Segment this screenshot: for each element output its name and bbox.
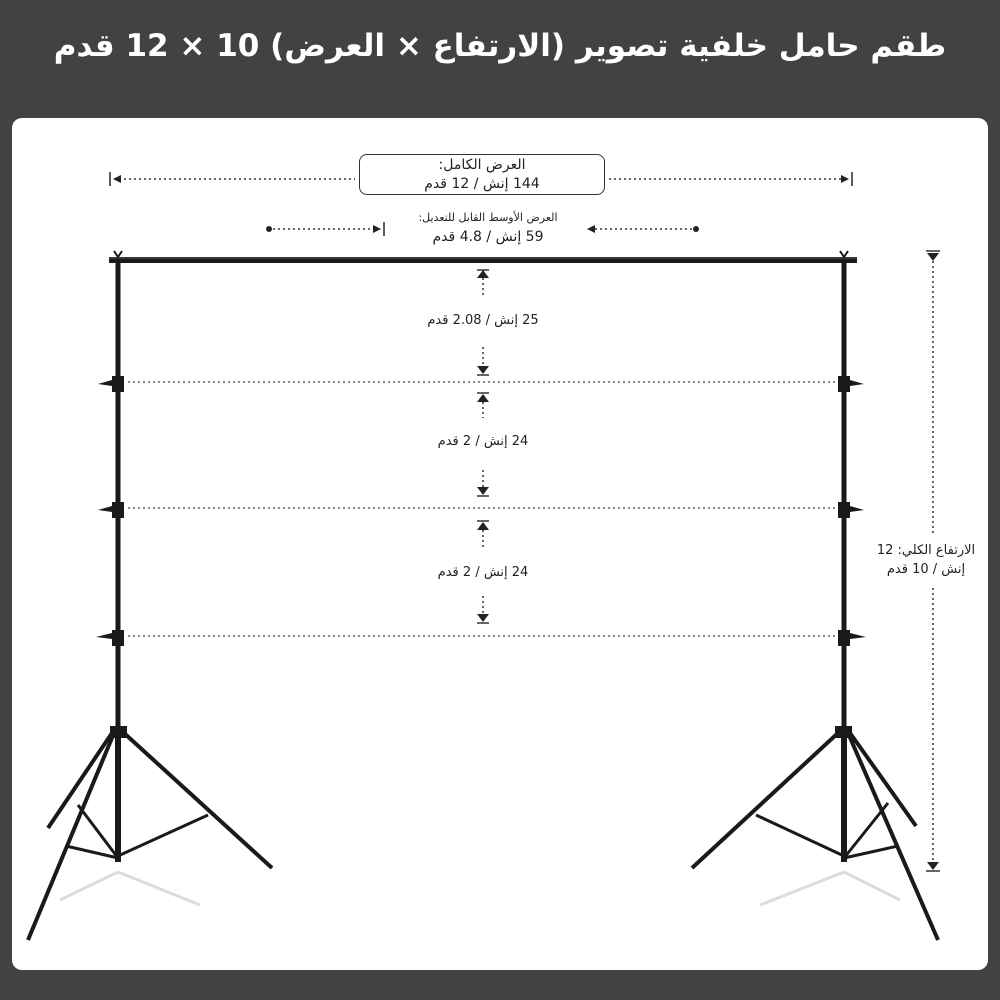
total-height-line-1: الارتفاع الكلي: 12 — [876, 543, 976, 558]
page-title: طقم حامل خلفية تصوير (الارتفاع × العرض) 10 × 12 قدم — [53, 28, 947, 64]
full-width-value: 144 إنش / 12 قدم — [424, 176, 540, 192]
section-2-height: 24 إنش / 2 قدم — [437, 434, 529, 449]
section-3-height: 24 إنش / 2 قدم — [437, 565, 529, 580]
total-height-line-2: إنش / 10 قدم — [886, 562, 966, 577]
total-height-dimension — [926, 251, 940, 871]
crossbar — [109, 251, 857, 260]
full-width-label-box — [359, 154, 605, 195]
middle-width-label: العرض الأوسط القابل للتعديل: — [418, 211, 558, 224]
full-width-label: العرض الكامل: — [438, 157, 526, 173]
section-1-height: 25 إنش / 2.08 قدم — [427, 313, 539, 328]
left-stand — [28, 262, 272, 940]
middle-width-value: 59 إنش / 4.8 قدم — [432, 229, 544, 245]
floor-reflection — [60, 872, 900, 905]
right-stand — [692, 262, 938, 940]
